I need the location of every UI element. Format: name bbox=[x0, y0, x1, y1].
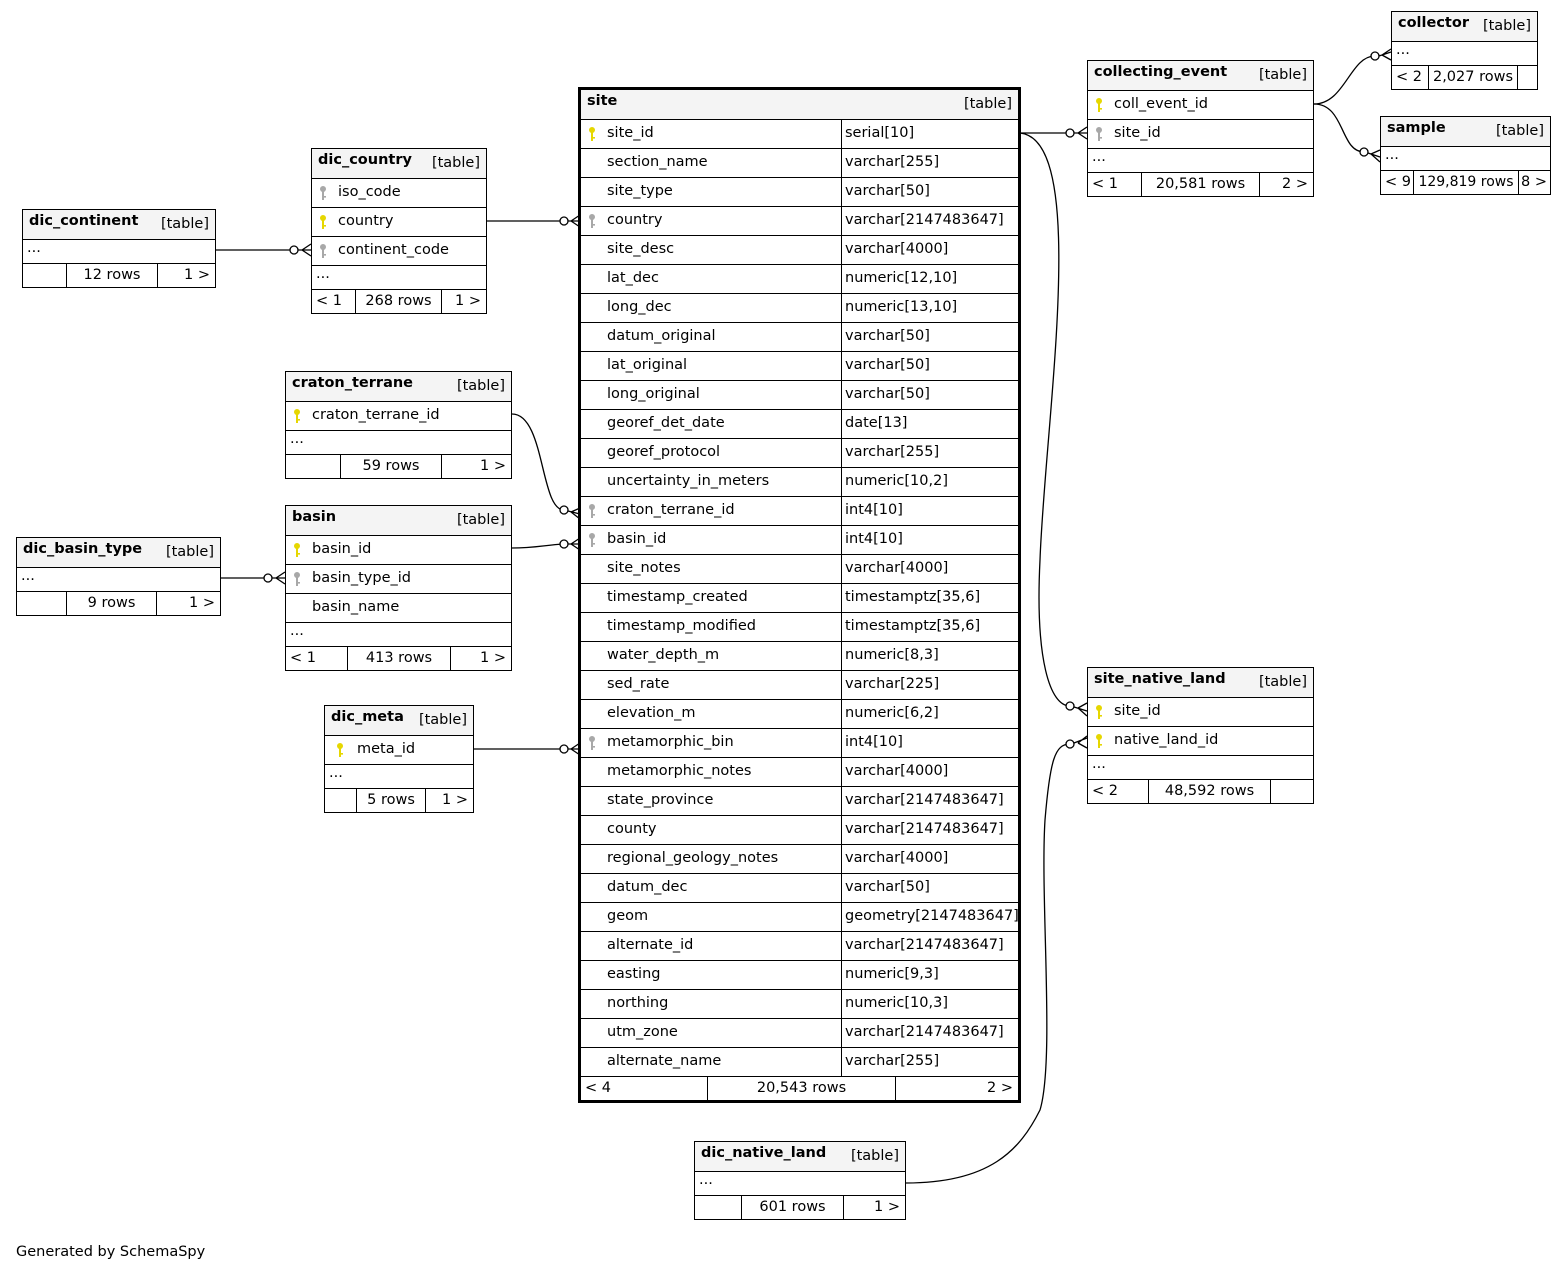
column-row[interactable] bbox=[581, 729, 1018, 758]
column-row[interactable] bbox=[581, 236, 1018, 265]
column-type: varchar[50] bbox=[841, 352, 930, 380]
ellipsis: ... bbox=[27, 240, 41, 256]
table-footer bbox=[312, 290, 486, 313]
column-name: site_type bbox=[607, 183, 673, 199]
footer-rowcount: 59 rows bbox=[341, 455, 442, 478]
column-row[interactable] bbox=[581, 990, 1018, 1019]
column-name: utm_zone bbox=[607, 1024, 678, 1040]
footer-rowcount: 268 rows bbox=[356, 290, 442, 313]
column-row[interactable] bbox=[1088, 698, 1313, 727]
column-row[interactable] bbox=[581, 497, 1018, 526]
column-row[interactable] bbox=[286, 594, 511, 623]
footer-parents[interactable]: < 1 bbox=[312, 290, 356, 313]
column-list bbox=[312, 179, 486, 266]
table-dic-meta[interactable] bbox=[324, 705, 474, 813]
footer-rowcount: 5 rows bbox=[357, 789, 426, 812]
column-name: country bbox=[338, 213, 394, 229]
column-type: numeric[13,10] bbox=[841, 294, 957, 322]
column-row[interactable] bbox=[581, 439, 1018, 468]
ellipsis: ... bbox=[316, 266, 330, 282]
ellipsis-row bbox=[286, 623, 511, 647]
column-row[interactable] bbox=[1088, 91, 1313, 120]
table-header bbox=[23, 210, 215, 240]
column-type: int4[10] bbox=[841, 526, 903, 554]
ellipsis-row bbox=[1088, 756, 1313, 780]
column-name: site_id bbox=[607, 125, 654, 141]
table-footer bbox=[286, 455, 511, 478]
column-name: county bbox=[607, 821, 657, 837]
footer-children[interactable]: 1 > bbox=[874, 1199, 900, 1215]
column-type: varchar[2147483647] bbox=[841, 1019, 1004, 1047]
column-row[interactable] bbox=[581, 1048, 1018, 1077]
column-type: varchar[4000] bbox=[841, 555, 948, 583]
column-name: metamorphic_bin bbox=[607, 734, 734, 750]
column-row[interactable] bbox=[581, 874, 1018, 903]
column-type: geometry[2147483647] bbox=[841, 903, 1019, 931]
table-header bbox=[1381, 117, 1550, 147]
table-name: basin bbox=[292, 509, 337, 525]
primary-key-icon bbox=[292, 542, 302, 558]
footer-parents[interactable]: < 1 bbox=[1088, 173, 1142, 196]
primary-key-icon bbox=[587, 126, 597, 142]
column-name: easting bbox=[607, 966, 661, 982]
footer-children[interactable]: 1 > bbox=[189, 595, 215, 611]
column-type: varchar[2147483647] bbox=[841, 816, 1004, 844]
ellipsis: ... bbox=[329, 765, 343, 781]
footer-parents bbox=[695, 1196, 742, 1219]
table-header bbox=[325, 706, 473, 736]
column-row[interactable] bbox=[581, 758, 1018, 787]
column-type: varchar[50] bbox=[841, 323, 930, 351]
column-row[interactable] bbox=[581, 816, 1018, 845]
column-name: metamorphic_notes bbox=[607, 763, 752, 779]
table-footer bbox=[1088, 173, 1313, 196]
table-site-native-land[interactable] bbox=[1087, 667, 1314, 804]
table-name: craton_terrane bbox=[292, 375, 414, 391]
column-name: long_dec bbox=[607, 299, 672, 315]
column-type: varchar[50] bbox=[841, 381, 930, 409]
footer-rowcount: 2,027 rows bbox=[1429, 66, 1518, 89]
column-row[interactable] bbox=[581, 584, 1018, 613]
table-basin[interactable] bbox=[285, 505, 512, 671]
footer-parents bbox=[286, 455, 341, 478]
ellipsis: ... bbox=[1092, 149, 1106, 165]
primary-key-icon bbox=[335, 742, 345, 758]
table-footer bbox=[286, 647, 511, 670]
table-header bbox=[695, 1142, 905, 1172]
ellipsis-row bbox=[23, 240, 215, 264]
footer-parents bbox=[17, 592, 67, 615]
table-name: dic_country bbox=[318, 152, 412, 168]
table-name: dic_native_land bbox=[701, 1145, 827, 1161]
column-name: uncertainty_in_meters bbox=[607, 473, 770, 489]
column-name: meta_id bbox=[357, 741, 416, 757]
column-name: water_depth_m bbox=[607, 647, 720, 663]
column-type: numeric[12,10] bbox=[841, 265, 957, 293]
footer-children[interactable]: 1 > bbox=[184, 267, 210, 283]
table-header bbox=[286, 372, 511, 402]
table-name: site bbox=[587, 93, 618, 109]
column-type: numeric[6,2] bbox=[841, 700, 939, 728]
column-type: varchar[2147483647] bbox=[841, 932, 1004, 960]
foreign-key-icon bbox=[318, 185, 328, 201]
column-row[interactable] bbox=[581, 294, 1018, 323]
table-dic-country[interactable] bbox=[311, 148, 487, 314]
column-name: coll_event_id bbox=[1114, 96, 1208, 112]
column-name: site_id bbox=[1114, 703, 1161, 719]
table-footer bbox=[1088, 780, 1313, 803]
column-row[interactable] bbox=[581, 468, 1018, 497]
column-name: georef_protocol bbox=[607, 444, 721, 460]
ellipsis-row bbox=[286, 431, 511, 455]
table-footer bbox=[23, 264, 215, 287]
foreign-key-icon bbox=[587, 735, 597, 751]
table-type: [table] bbox=[1258, 674, 1307, 690]
column-row[interactable] bbox=[581, 178, 1018, 207]
column-type: varchar[225] bbox=[841, 671, 939, 699]
column-name: timestamp_modified bbox=[607, 618, 756, 634]
column-type: varchar[4000] bbox=[841, 758, 948, 786]
column-type: varchar[2147483647] bbox=[841, 787, 1004, 815]
column-row[interactable] bbox=[581, 961, 1018, 990]
column-type: numeric[10,3] bbox=[841, 990, 948, 1018]
column-row[interactable] bbox=[581, 613, 1018, 642]
footer-rowcount: 129,819 rows bbox=[1414, 171, 1519, 194]
ellipsis-row bbox=[1392, 42, 1537, 66]
column-name: site_notes bbox=[607, 560, 681, 576]
foreign-key-icon bbox=[318, 243, 328, 259]
ellipsis-row bbox=[325, 765, 473, 789]
ellipsis: ... bbox=[290, 623, 304, 639]
column-row[interactable] bbox=[581, 903, 1018, 932]
column-type: date[13] bbox=[841, 410, 907, 438]
column-type: varchar[255] bbox=[841, 439, 939, 467]
table-type: [table] bbox=[456, 512, 505, 528]
column-row[interactable] bbox=[312, 237, 486, 266]
column-list bbox=[286, 536, 511, 623]
column-name: iso_code bbox=[338, 184, 401, 200]
column-list bbox=[1088, 698, 1313, 756]
column-name: alternate_id bbox=[607, 937, 694, 953]
column-type: timestamptz[35,6] bbox=[841, 613, 980, 641]
site-columns bbox=[581, 120, 1018, 1077]
footer-children[interactable]: 8 > bbox=[1521, 174, 1547, 190]
primary-key-icon bbox=[1094, 704, 1104, 720]
table-header bbox=[312, 149, 486, 179]
table-footer bbox=[1392, 66, 1537, 89]
footer-children[interactable]: 1 > bbox=[442, 792, 468, 808]
foreign-key-icon bbox=[587, 532, 597, 548]
primary-key-icon bbox=[1094, 97, 1104, 113]
table-type: [table] bbox=[850, 1148, 899, 1164]
column-type: int4[10] bbox=[841, 729, 903, 757]
table-header bbox=[17, 538, 220, 568]
column-row[interactable] bbox=[581, 120, 1018, 149]
column-row[interactable] bbox=[581, 323, 1018, 352]
table-type: [table] bbox=[1495, 123, 1544, 139]
column-name: datum_original bbox=[607, 328, 716, 344]
edge-basin-site bbox=[512, 544, 564, 548]
table-type: [table] bbox=[1258, 67, 1307, 83]
foreign-key-icon bbox=[587, 213, 597, 229]
ellipsis: ... bbox=[290, 431, 304, 447]
table-name: collecting_event bbox=[1094, 64, 1228, 80]
ellipsis-row bbox=[695, 1172, 905, 1196]
column-type: serial[10] bbox=[841, 120, 914, 148]
table-craton-terrane[interactable] bbox=[285, 371, 512, 479]
primary-key-icon bbox=[1094, 733, 1104, 749]
table-name: sample bbox=[1387, 120, 1446, 136]
column-name: state_province bbox=[607, 792, 714, 808]
edge-collectingevent-collector bbox=[1314, 56, 1375, 104]
column-name: basin_type_id bbox=[312, 570, 411, 586]
table-footer bbox=[581, 1077, 1018, 1100]
column-row[interactable] bbox=[286, 536, 511, 565]
column-row[interactable] bbox=[581, 526, 1018, 555]
footer-children[interactable]: 1 > bbox=[455, 293, 481, 309]
footer-parents bbox=[23, 264, 67, 287]
column-name: elevation_m bbox=[607, 705, 696, 721]
footer-rowcount: 20,543 rows bbox=[708, 1077, 896, 1100]
column-row[interactable] bbox=[581, 700, 1018, 729]
column-name: regional_geology_notes bbox=[607, 850, 779, 866]
table-site[interactable] bbox=[578, 87, 1021, 1103]
footer-children[interactable]: 1 > bbox=[480, 650, 506, 666]
table-name: dic_meta bbox=[331, 709, 404, 725]
column-name: georef_det_date bbox=[607, 415, 725, 431]
footer-rowcount: 12 rows bbox=[67, 264, 158, 287]
table-dic-basin-type[interactable] bbox=[16, 537, 221, 616]
table-type: [table] bbox=[160, 216, 209, 232]
column-name: alternate_name bbox=[607, 1053, 722, 1069]
table-dic-native-land[interactable] bbox=[694, 1141, 906, 1220]
ellipsis: ... bbox=[21, 568, 35, 584]
table-dic-continent[interactable] bbox=[22, 209, 216, 288]
table-sample[interactable] bbox=[1380, 116, 1551, 195]
table-name: site_native_land bbox=[1094, 671, 1226, 687]
column-row[interactable] bbox=[581, 932, 1018, 961]
column-row[interactable] bbox=[286, 565, 511, 594]
footer-children bbox=[1271, 780, 1313, 803]
footer-parents[interactable]: < 2 bbox=[1392, 66, 1429, 89]
column-row[interactable] bbox=[581, 671, 1018, 700]
edge-collectingevent-sample bbox=[1314, 104, 1364, 152]
column-row[interactable] bbox=[581, 410, 1018, 439]
footer-children[interactable]: 2 > bbox=[1282, 176, 1308, 192]
ellipsis: ... bbox=[699, 1172, 713, 1188]
column-row[interactable] bbox=[581, 265, 1018, 294]
column-type: numeric[8,3] bbox=[841, 642, 939, 670]
column-name: basin_id bbox=[607, 531, 667, 547]
column-row[interactable] bbox=[312, 208, 486, 237]
column-name: lat_original bbox=[607, 357, 688, 373]
column-row[interactable] bbox=[581, 787, 1018, 816]
footer-parents[interactable]: < 9 bbox=[1381, 171, 1414, 194]
edge-site-sitenativeland bbox=[1020, 133, 1070, 706]
column-name: craton_terrane_id bbox=[312, 407, 440, 423]
table-footer bbox=[1381, 171, 1550, 194]
table-footer bbox=[695, 1196, 905, 1219]
column-row[interactable] bbox=[581, 149, 1018, 178]
footer-children bbox=[1518, 66, 1537, 89]
column-row[interactable] bbox=[581, 555, 1018, 584]
table-header bbox=[581, 90, 1018, 120]
column-name: site_desc bbox=[607, 241, 675, 257]
column-list bbox=[1088, 91, 1313, 149]
foreign-key-icon bbox=[1094, 126, 1104, 142]
table-collecting-event[interactable] bbox=[1087, 60, 1314, 197]
foreign-key-icon bbox=[292, 571, 302, 587]
ellipsis-row bbox=[312, 266, 486, 290]
column-type: numeric[10,2] bbox=[841, 468, 948, 496]
column-name: timestamp_created bbox=[607, 589, 748, 605]
footer-children[interactable]: 1 > bbox=[480, 458, 506, 474]
column-type: timestamptz[35,6] bbox=[841, 584, 980, 612]
column-name: northing bbox=[607, 995, 669, 1011]
column-name: datum_dec bbox=[607, 879, 688, 895]
column-type: varchar[255] bbox=[841, 149, 939, 177]
footer-rowcount: 413 rows bbox=[348, 647, 451, 670]
column-row[interactable] bbox=[581, 352, 1018, 381]
footer-rowcount: 20,581 rows bbox=[1142, 173, 1260, 196]
column-type: varchar[4000] bbox=[841, 236, 948, 264]
footer-parents bbox=[325, 789, 357, 812]
generated-by-credit: Generated by SchemaSpy bbox=[16, 1244, 206, 1260]
table-name: dic_basin_type bbox=[23, 541, 143, 557]
footer-rowcount: 48,592 rows bbox=[1149, 780, 1271, 803]
column-type: numeric[9,3] bbox=[841, 961, 939, 989]
footer-rowcount: 9 rows bbox=[67, 592, 157, 615]
footer-parents[interactable]: < 1 bbox=[286, 647, 348, 670]
column-list bbox=[286, 402, 511, 431]
column-type: varchar[4000] bbox=[841, 845, 948, 873]
column-name: lat_dec bbox=[607, 270, 659, 286]
column-name: section_name bbox=[607, 154, 708, 170]
column-row[interactable] bbox=[581, 207, 1018, 236]
table-name: collector bbox=[1398, 15, 1469, 31]
column-row[interactable] bbox=[581, 642, 1018, 671]
column-type: varchar[255] bbox=[841, 1048, 939, 1076]
table-type: [table] bbox=[418, 712, 467, 728]
column-name: native_land_id bbox=[1114, 732, 1219, 748]
ellipsis: ... bbox=[1385, 147, 1399, 163]
column-row[interactable] bbox=[581, 381, 1018, 410]
column-name: basin_name bbox=[312, 599, 400, 615]
column-name: craton_terrane_id bbox=[607, 502, 735, 518]
table-header bbox=[286, 506, 511, 536]
column-row[interactable] bbox=[1088, 120, 1313, 149]
table-collector[interactable] bbox=[1391, 11, 1538, 90]
table-type: [table] bbox=[431, 155, 480, 171]
table-footer bbox=[325, 789, 473, 812]
edge-craton-site bbox=[512, 414, 564, 510]
primary-key-icon bbox=[318, 214, 328, 230]
column-row[interactable] bbox=[1088, 727, 1313, 756]
column-row[interactable] bbox=[312, 179, 486, 208]
column-name: continent_code bbox=[338, 242, 449, 258]
footer-parents[interactable]: < 4 bbox=[581, 1077, 708, 1100]
ellipsis: ... bbox=[1092, 756, 1106, 772]
column-row[interactable] bbox=[325, 736, 473, 765]
column-name: long_original bbox=[607, 386, 700, 402]
column-row[interactable] bbox=[581, 1019, 1018, 1048]
ellipsis-row bbox=[17, 568, 220, 592]
column-name: geom bbox=[607, 908, 649, 924]
column-name: site_id bbox=[1114, 125, 1161, 141]
table-header bbox=[1392, 12, 1537, 42]
footer-rowcount: 601 rows bbox=[742, 1196, 844, 1219]
table-footer bbox=[17, 592, 220, 615]
column-name: basin_id bbox=[312, 541, 372, 557]
table-name: dic_continent bbox=[29, 213, 139, 229]
footer-parents[interactable]: < 2 bbox=[1088, 780, 1149, 803]
table-type: [table] bbox=[963, 96, 1012, 112]
footer-children[interactable]: 2 > bbox=[987, 1080, 1013, 1096]
table-header bbox=[1088, 668, 1313, 698]
column-row[interactable] bbox=[286, 402, 511, 431]
ellipsis-row bbox=[1381, 147, 1550, 171]
column-type: varchar[2147483647] bbox=[841, 207, 1004, 235]
ellipsis-row bbox=[1088, 149, 1313, 173]
table-header bbox=[1088, 61, 1313, 91]
column-name: sed_rate bbox=[607, 676, 670, 692]
foreign-key-icon bbox=[587, 503, 597, 519]
ellipsis: ... bbox=[1396, 42, 1410, 58]
table-type: [table] bbox=[165, 544, 214, 560]
column-list bbox=[325, 736, 473, 765]
primary-key-icon bbox=[292, 408, 302, 424]
column-type: varchar[50] bbox=[841, 874, 930, 902]
column-type: int4[10] bbox=[841, 497, 903, 525]
column-row[interactable] bbox=[581, 845, 1018, 874]
column-name: country bbox=[607, 212, 663, 228]
table-type: [table] bbox=[456, 378, 505, 394]
column-type: varchar[50] bbox=[841, 178, 930, 206]
table-type: [table] bbox=[1482, 18, 1531, 34]
